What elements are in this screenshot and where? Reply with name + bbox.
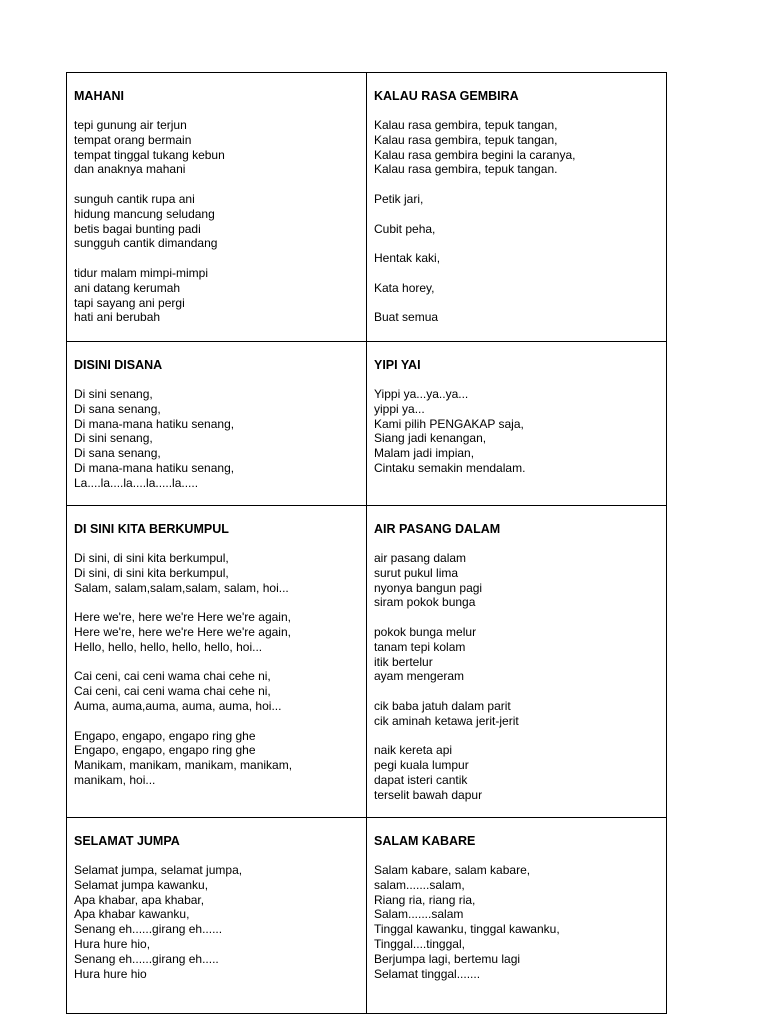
song-title: AIR PASANG DALAM [374,522,501,536]
song-cell [367,818,667,1014]
lyric-line: Di sini, di sini kita berkumpul, [74,565,229,580]
lyric-line: Apa khabar kawanku, [74,907,190,922]
song-cell [367,342,667,506]
lyric-line: Riang ria, riang ria, [374,892,476,907]
lyric-line: Kalau rasa gembira, tepuk tangan, [374,132,558,147]
lyric-line: Hura hure hio, [74,936,151,951]
lyric-line: dapat isteri cantik [374,772,468,787]
lyric-line: Di sini senang, [74,387,153,401]
lyric-line: tempat tinggal tukang kebun [74,147,225,162]
stanza [74,266,359,325]
song-cell [367,73,667,342]
stanza [74,729,359,788]
song-cell [67,342,367,506]
song-cell [67,73,367,342]
lyric-line: nyonya bangun pagi [374,580,483,595]
lyric-line: tanam tepi kolam [374,639,466,654]
lyric-line: pokok bunga melur [374,624,477,639]
table-row [67,818,667,1014]
lyric-line: dan anaknya mahani [74,162,186,177]
lyric-line: Malam jadi impian, [374,446,475,461]
song-title: SALAM KABARE [374,834,476,848]
lyric-line: Salam kabare, salam kabare, [374,863,531,877]
lyric-line: Auma, auma,auma, auma, auma, hoi... [74,698,282,713]
lyric-line: Apa khabar, apa khabar, [74,892,205,907]
stanza [74,669,359,713]
lyric-line: Siang jadi kenangan, [374,431,487,446]
stanza [374,281,659,296]
lyric-line: Cai ceni, cai ceni wama chai cehe ni, [74,684,271,699]
stanza [74,610,359,654]
lyric-line: Senang eh......girang eh..... [74,951,219,966]
lyric-line: Tinggal....tinggal, [374,936,465,951]
stanza [374,118,659,177]
lyric-line: tempat orang bermain [74,132,192,147]
lyric-line: La....la....la....la.....la..... [74,475,199,490]
lyric-line: Di mana-mana hatiku senang, [74,460,235,475]
song-kalau-rasa-gembira [367,73,666,325]
lyric-line: Di sini senang, [74,431,153,446]
lyric-line: Here we're, here we're Here we're again, [74,624,291,639]
stanza [374,743,659,802]
stanza [74,118,359,177]
song-title: MAHANI [74,89,124,103]
song-mahani [67,73,366,325]
lyric-line: hati ani berubah [74,310,161,325]
stanza [74,387,359,491]
stanza [374,387,659,476]
song-cell [67,506,367,818]
lyric-line: Yippi ya...ya..ya... [374,387,469,401]
stanza [374,222,659,237]
song-title: DISINI DISANA [74,358,163,372]
lyric-line: Hello, hello, hello, hello, hello, hoi... [74,639,263,654]
lyric-line: Engapo, engapo, engapo ring ghe [74,743,256,758]
stanza [374,625,659,684]
table-row [67,342,667,506]
lyric-line: Di sana senang, [74,446,161,461]
lyric-line: Tinggal kawanku, tinggal kawanku, [374,922,560,937]
lyric-line: Here we're, here we're Here we're again, [74,610,291,625]
table-row [67,506,667,818]
lyric-line: Salam, salam,salam,salam, salam, hoi... [74,580,289,595]
lyric-line: Di sana senang, [74,401,161,416]
lyric-line: tidur malam mimpi-mimpi [74,265,209,280]
lyric-line: Cintaku semakin mendalam. [374,460,526,475]
lyric-line: Manikam, manikam, manikam, manikam, [74,758,293,773]
song-title: DI SINI KITA BERKUMPUL [74,522,229,536]
song-salam-kabare [367,818,666,981]
lyric-line: pegi kuala lumpur [374,758,469,773]
stanza [374,310,659,325]
lyric-line: Kalau rasa gembira begini la caranya, [374,147,576,162]
lyric-line: Berjumpa lagi, bertemu lagi [374,951,521,966]
lyric-line: tapi sayang ani pergi [74,295,185,310]
lyric-line: Kalau rasa gembira, tepuk tangan, [374,118,558,132]
lyric-line: Selamat jumpa kawanku, [74,877,209,892]
lyric-line: Selamat tinggal....... [374,966,481,981]
stanza [374,699,659,729]
lyric-line: Senang eh......girang eh...... [74,922,223,937]
stanza [74,863,359,981]
song-title: YIPI YAI [374,358,421,372]
song-table [66,72,667,1014]
lyric-line: cik baba jatuh dalam parit [374,698,511,713]
lyric-line: Petik jari, [374,191,424,206]
stanza [374,863,659,981]
lyric-line: Kalau rasa gembira, tepuk tangan. [374,162,558,177]
stanza [74,551,359,595]
lyric-line: sunguh cantik rupa ani [74,191,195,206]
lyric-line: manikam, hoi... [74,772,156,787]
table-row [67,73,667,342]
stanza [374,251,659,266]
lyric-line: Di mana-mana hatiku senang, [74,416,235,431]
lyric-line: air pasang dalam [374,551,467,565]
lyric-line: hidung mancung seludang [74,206,215,221]
lyric-line: itik bertelur [374,654,433,669]
song-disini-disana [67,342,366,491]
lyric-line: terselit bawah dapur [374,787,483,802]
lyric-line: Di sini, di sini kita berkumpul, [74,551,229,565]
lyric-line: Hentak kaki, [374,251,441,266]
lyric-line: Cai ceni, cai ceni wama chai cehe ni, [74,669,271,684]
lyric-line: yippi ya... [374,401,425,416]
lyric-line: surut pukul lima [374,565,459,580]
lyric-line: sungguh cantik dimandang [74,236,218,251]
song-yipi-yai [367,342,666,476]
lyric-line: tepi gunung air terjun [74,118,187,132]
lyric-line: ani datang kerumah [74,280,181,295]
lyric-line: Hura hure hio [74,966,147,981]
lyric-line: Buat semua [374,310,439,325]
stanza [374,551,659,610]
lyric-line: Engapo, engapo, engapo ring ghe [74,728,256,743]
lyric-line: Salam.......salam [374,907,464,922]
song-title: SELAMAT JUMPA [74,834,180,848]
lyric-line: naik kereta api [374,743,453,758]
lyric-line: salam.......salam, [374,877,465,892]
lyric-line: ayam mengeram [374,669,465,684]
song-selamat-jumpa [67,818,366,981]
stanza [374,192,659,207]
song-di-sini-kita-berkumpul [67,506,366,788]
song-cell [367,506,667,818]
song-cell [67,818,367,1014]
lyric-line: Kami pilih PENGAKAP saja, [374,416,524,431]
lyric-line: siram pokok bunga [374,595,476,610]
song-title: KALAU RASA GEMBIRA [374,89,519,103]
lyric-line: Cubit peha, [374,221,436,236]
lyric-line: betis bagai bunting padi [74,221,201,236]
lyric-line: cik aminah ketawa jerit-jerit [374,713,519,728]
stanza [74,192,359,251]
song-air-pasang-dalam [367,506,666,803]
lyric-line: Kata horey, [374,280,435,295]
lyric-line: Selamat jumpa, selamat jumpa, [74,863,243,877]
